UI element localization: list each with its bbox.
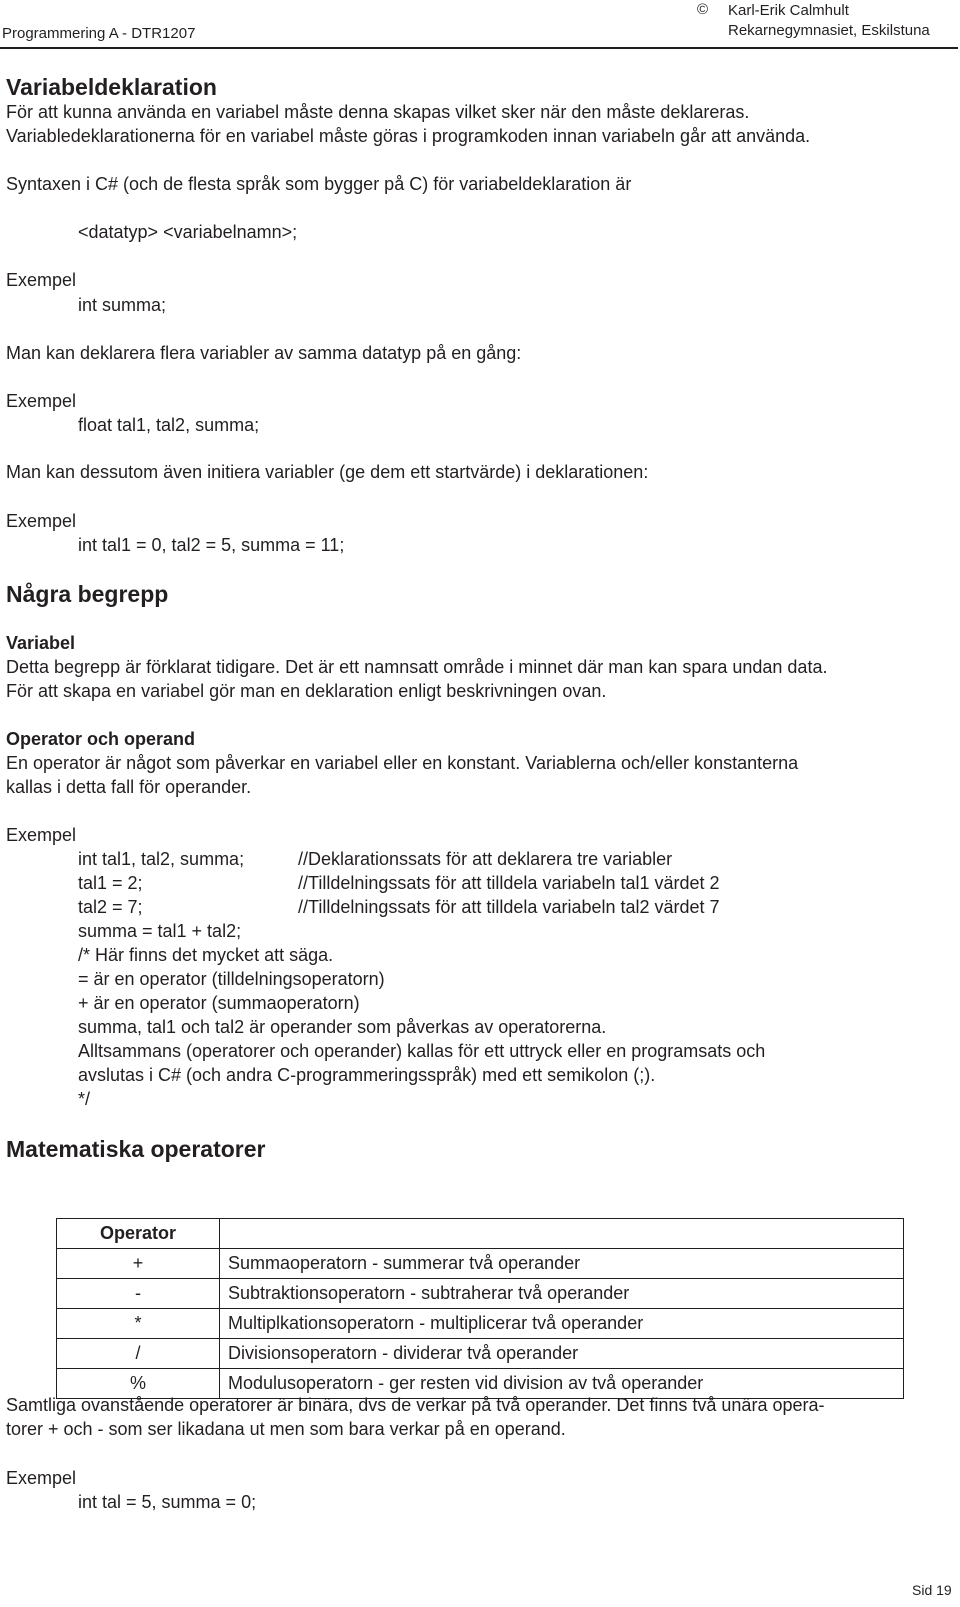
code-line: float tal1, tal2, summa; bbox=[78, 415, 260, 435]
table-header-description bbox=[220, 1219, 904, 1249]
code-line: int tal1, tal2, summa; bbox=[78, 849, 245, 869]
example-label: Exempel bbox=[6, 270, 77, 290]
section-title-matematiska-operatorer: Matematiska operatorer bbox=[6, 1136, 266, 1162]
paragraph-line: torer + och - som ser likadana ut men som bara verkar på en operand. bbox=[6, 1419, 566, 1439]
subheading-operator: Operator och operand bbox=[6, 729, 196, 749]
paragraph-line: kallas i detta fall för operander. bbox=[6, 777, 252, 797]
operators-table bbox=[56, 1218, 904, 1399]
description-cell: Subtraktionsoperatorn - subtraherar två operander bbox=[220, 1279, 904, 1309]
operator-cell: - bbox=[57, 1279, 220, 1309]
code-line: int tal = 5, summa = 0; bbox=[78, 1492, 257, 1512]
code-line: int tal1 = 0, tal2 = 5, summa = 11; bbox=[78, 535, 345, 555]
paragraph-line: Detta begrepp är förklarat tidigare. Det är ett namnsatt område i minnet där man kan spara undan data. bbox=[6, 657, 828, 677]
code-line: tal2 = 7; bbox=[78, 897, 143, 917]
code-line: tal1 = 2; bbox=[78, 873, 143, 893]
code-line: /* Här finns det mycket att säga. bbox=[78, 945, 334, 965]
description-cell: Modulusoperatorn - ger resten vid division av två operander bbox=[220, 1369, 904, 1399]
description-cell: Multiplkationsoperatorn - multiplicerar två operander bbox=[220, 1309, 904, 1339]
header-school: Rekarnegymnasiet, Eskilstuna bbox=[728, 22, 930, 39]
operator-cell: * bbox=[57, 1309, 220, 1339]
code-line: + är en operator (summaoperatorn) bbox=[78, 993, 360, 1013]
table-row bbox=[57, 1339, 904, 1369]
description-cell: Summaoperatorn - summerar två operander bbox=[220, 1249, 904, 1279]
operator-cell: % bbox=[57, 1369, 220, 1399]
header-course: Programmering A - DTR1207 bbox=[2, 25, 196, 42]
table-row bbox=[57, 1309, 904, 1339]
operator-cell: + bbox=[57, 1249, 220, 1279]
paragraph-line: Syntaxen i C# (och de flesta språk som bygger på C) för variabeldeklaration är bbox=[6, 174, 632, 194]
code-syntax: <datatyp> <variabelnamn>; bbox=[78, 222, 298, 242]
paragraph-line: Variabledeklarationerna för en variabel måste göras i programkoden innan variabeln går att använda. bbox=[6, 126, 811, 146]
code-line: summa = tal1 + tal2; bbox=[78, 921, 242, 941]
paragraph-line: Samtliga ovanstående operatorer är binära, dvs de verkar på två operander. Det finns två unära opera- bbox=[6, 1395, 825, 1415]
code-line: int summa; bbox=[78, 295, 167, 315]
paragraph-line: Man kan deklarera flera variabler av samma datatyp på en gång: bbox=[6, 343, 522, 363]
section-title-variabeldeklaration: Variabeldeklaration bbox=[6, 74, 217, 100]
code-comment: //Tilldelningssats för att tilldela variabeln tal2 värdet 7 bbox=[298, 897, 720, 917]
table-row bbox=[57, 1249, 904, 1279]
paragraph-line: För att kunna använda en variabel måste denna skapas vilket sker när den måste deklareras. bbox=[6, 102, 750, 122]
subheading-variabel: Variabel bbox=[6, 633, 76, 653]
table-header-row bbox=[57, 1219, 904, 1249]
section-title-begrepp: Några begrepp bbox=[6, 581, 169, 607]
header-author-block bbox=[728, 1, 930, 41]
code-line: Alltsammans (operatorer och operander) kallas för ett uttryck eller en programsats och bbox=[78, 1041, 766, 1061]
description-cell: Divisionsoperatorn - dividerar två operander bbox=[220, 1339, 904, 1369]
code-comment: //Tilldelningssats för att tilldela variabeln tal1 värdet 2 bbox=[298, 873, 720, 893]
header-divider bbox=[0, 47, 958, 49]
code-line: = är en operator (tilldelningsoperatorn) bbox=[78, 969, 385, 989]
operator-cell: / bbox=[57, 1339, 220, 1369]
header-author: Karl-Erik Calmhult bbox=[728, 2, 849, 19]
paragraph-line: En operator är något som påverkar en variabel eller en konstant. Variablerna och/eller konstanterna bbox=[6, 753, 799, 773]
example-label: Exempel bbox=[6, 825, 77, 845]
table-row bbox=[57, 1279, 904, 1309]
code-line: */ bbox=[78, 1089, 91, 1109]
table-header-operator: Operator bbox=[57, 1219, 220, 1249]
code-line: avslutas i C# (och andra C-programmeringsspråk) med ett semikolon (;). bbox=[78, 1065, 656, 1085]
copyright-symbol: © bbox=[697, 1, 709, 18]
code-line: summa, tal1 och tal2 är operander som påverkas av operatorerna. bbox=[78, 1017, 607, 1037]
example-label: Exempel bbox=[6, 511, 77, 531]
page-number: Sid 19 bbox=[912, 1582, 952, 1598]
code-comment: //Deklarationssats för att deklarera tre variabler bbox=[298, 849, 673, 869]
example-label: Exempel bbox=[6, 1468, 77, 1488]
paragraph-line: Man kan dessutom även initiera variabler (ge dem ett startvärde) i deklarationen: bbox=[6, 462, 649, 482]
paragraph-line: För att skapa en variabel gör man en deklaration enligt beskrivningen ovan. bbox=[6, 681, 607, 701]
example-label: Exempel bbox=[6, 391, 77, 411]
